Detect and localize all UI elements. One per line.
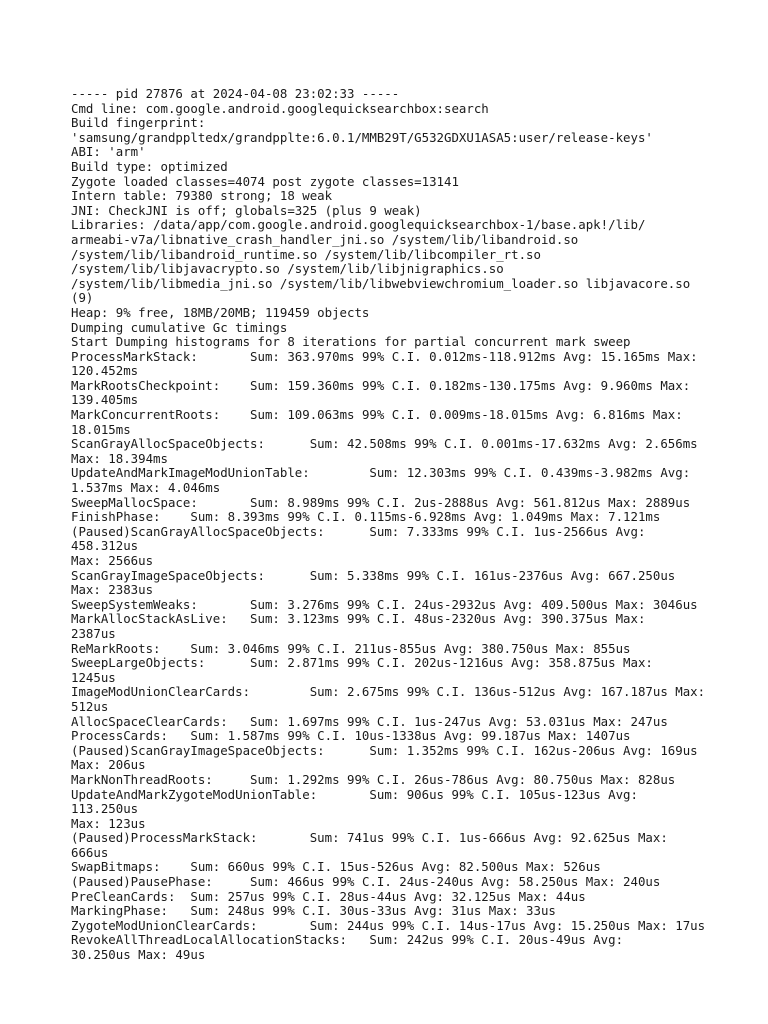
log-line: Max: 18.394ms	[71, 450, 168, 466]
log-line: SweepSystemWeaks: Sum: 3.276ms 99% C.I. 24us-2932us Avg: 409.500us Max: 3046us	[71, 596, 698, 612]
log-line: 666us	[71, 844, 109, 860]
log-line: Heap: 9% free, 18MB/20MB; 119459 objects	[71, 304, 370, 320]
log-line: MarkAllocStackAsLive: Sum: 3.123ms 99% C.I. 48us-2320us Avg: 390.375us Max:	[71, 611, 646, 627]
log-line: Max: 123us	[71, 815, 146, 831]
log-line: Start Dumping histograms for 8 iterations for partial concurrent mark sweep	[71, 334, 631, 350]
log-line: MarkRootsCheckpoint: Sum: 159.360ms 99% C.I. 0.182ms-130.175ms Avg: 9.960ms Max:	[71, 377, 691, 393]
log-line: Zygote loaded classes=4074 post zygote classes=13141	[71, 173, 459, 189]
log-line: Dumping cumulative Gc timings	[71, 319, 288, 335]
log-line: ZygoteModUnionClearCards: Sum: 244us 99% C.I. 14us-17us Avg: 15.250us Max: 17us	[71, 917, 706, 933]
log-line: 1.537ms Max: 4.046ms	[71, 480, 221, 496]
log-line: ProcessCards: Sum: 1.587ms 99% C.I. 10us-1338us Avg: 99.187us Max: 1407us	[71, 728, 631, 744]
log-line: Build fingerprint:	[71, 115, 206, 131]
log-line: Max: 2383us	[71, 582, 154, 598]
log-line: SwapBitmaps: Sum: 660us 99% C.I. 15us-526us Avg: 82.500us Max: 526us	[71, 859, 601, 875]
log-line: UpdateAndMarkImageModUnionTable: Sum: 12.303ms 99% C.I. 0.439ms-3.982ms Avg:	[71, 465, 691, 481]
log-line: (Paused)PausePhase: Sum: 466us 99% C.I. 24us-240us Avg: 58.250us Max: 240us	[71, 874, 661, 890]
log-line: ProcessMarkStack: Sum: 363.970ms 99% C.I. 0.012ms-118.912ms Avg: 15.165ms Max:	[71, 348, 698, 364]
log-line: (Paused)ProcessMarkStack: Sum: 741us 99% C.I. 1us-666us Avg: 92.625us Max:	[71, 830, 668, 846]
log-line: ScanGrayImageSpaceObjects: Sum: 5.338ms 99% C.I. 161us-2376us Avg: 667.250us	[71, 567, 676, 583]
log-line: Intern table: 79380 strong; 18 weak	[71, 188, 333, 204]
log-line: ImageModUnionClearCards: Sum: 2.675ms 99% C.I. 136us-512us Avg: 167.187us Max:	[71, 684, 706, 700]
log-line: MarkNonThreadRoots: Sum: 1.292ms 99% C.I. 26us-786us Avg: 80.750us Max: 828us	[71, 771, 676, 787]
log-line: SweepMallocSpace: Sum: 8.989ms 99% C.I. 2us-2888us Avg: 561.812us Max: 2889us	[71, 494, 691, 510]
log-line: 139.405ms	[71, 392, 139, 408]
log-line: JNI: CheckJNI is off; globals=325 (plus 9 weak)	[71, 202, 422, 218]
log-line: SweepLargeObjects: Sum: 2.871ms 99% C.I. 202us-1216us Avg: 358.875us Max:	[71, 655, 653, 671]
log-line: /system/lib/libmedia_jni.so /system/lib/libwebviewchromium_loader.so libjavacore.so	[71, 275, 691, 291]
log-line: MarkingPhase: Sum: 248us 99% C.I. 30us-33us Avg: 31us Max: 33us	[71, 903, 556, 919]
log-line: MarkConcurrentRoots: Sum: 109.063ms 99% C.I. 0.009ms-18.015ms Avg: 6.816ms Max:	[71, 407, 683, 423]
log-line: 1245us	[71, 669, 116, 685]
log-line: ReMarkRoots: Sum: 3.046ms 99% C.I. 211us-855us Avg: 380.750us Max: 855us	[71, 640, 631, 656]
log-line: PreCleanCards: Sum: 257us 99% C.I. 28us-44us Avg: 32.125us Max: 44us	[71, 888, 586, 904]
log-line: Max: 206us	[71, 757, 146, 773]
log-line: armeabi-v7a/libnative_crash_handler_jni.so /system/lib/libandroid.so	[71, 231, 579, 247]
log-line: Build type: optimized	[71, 158, 228, 174]
log-line: /system/lib/libjavacrypto.so /system/lib/libjnigraphics.so	[71, 261, 504, 277]
log-line: UpdateAndMarkZygoteModUnionTable: Sum: 906us 99% C.I. 105us-123us Avg: 113.250us	[71, 786, 646, 817]
log-document	[71, 87, 711, 963]
log-line: ScanGrayAllocSpaceObjects: Sum: 42.508ms 99% C.I. 0.001ms-17.632ms Avg: 2.656ms	[71, 436, 698, 452]
log-line: RevokeAllThreadLocalAllocationStacks: Sum: 242us 99% C.I. 20us-49us Avg:	[71, 932, 624, 948]
log-line: (Paused)ScanGrayImageSpaceObjects: Sum: 1.352ms 99% C.I. 162us-206us Avg: 169us	[71, 742, 698, 758]
log-line: 2387us	[71, 625, 116, 641]
log-line: Libraries: /data/app/com.google.android.googlequicksearchbox-1/base.apk!/lib/	[71, 217, 646, 233]
log-line: AllocSpaceClearCards: Sum: 1.697ms 99% C.I. 1us-247us Avg: 53.031us Max: 247us	[71, 713, 668, 729]
log-line: FinishPhase: Sum: 8.393ms 99% C.I. 0.115ms-6.928ms Avg: 1.049ms Max: 7.121ms	[71, 509, 661, 525]
log-line: (Paused)ScanGrayAllocSpaceObjects: Sum: 7.333ms 99% C.I. 1us-2566us Avg: 458.312us	[71, 523, 653, 554]
log-line: 120.452ms	[71, 363, 139, 379]
log-line: 512us	[71, 698, 109, 714]
log-line: 18.015ms	[71, 421, 131, 437]
log-line: ABI: 'arm'	[71, 144, 146, 160]
log-line: Max: 2566us	[71, 553, 154, 568]
log-line: 'samsung/grandppltedx/grandpplte:6.0.1/MMB29T/G532GDXU1ASA5:user/release-keys'	[71, 129, 653, 145]
log-line: (9)	[71, 290, 94, 306]
log-line: ----- pid 27876 at 2024-04-08 23:02:33 -----	[71, 86, 400, 101]
log-line: /system/lib/libandroid_runtime.so /system/lib/libcompiler_rt.so	[71, 246, 541, 262]
log-line: Cmd line: com.google.android.googlequicksearchbox:search	[71, 100, 489, 116]
log-line: 30.250us Max: 49us	[71, 947, 206, 963]
